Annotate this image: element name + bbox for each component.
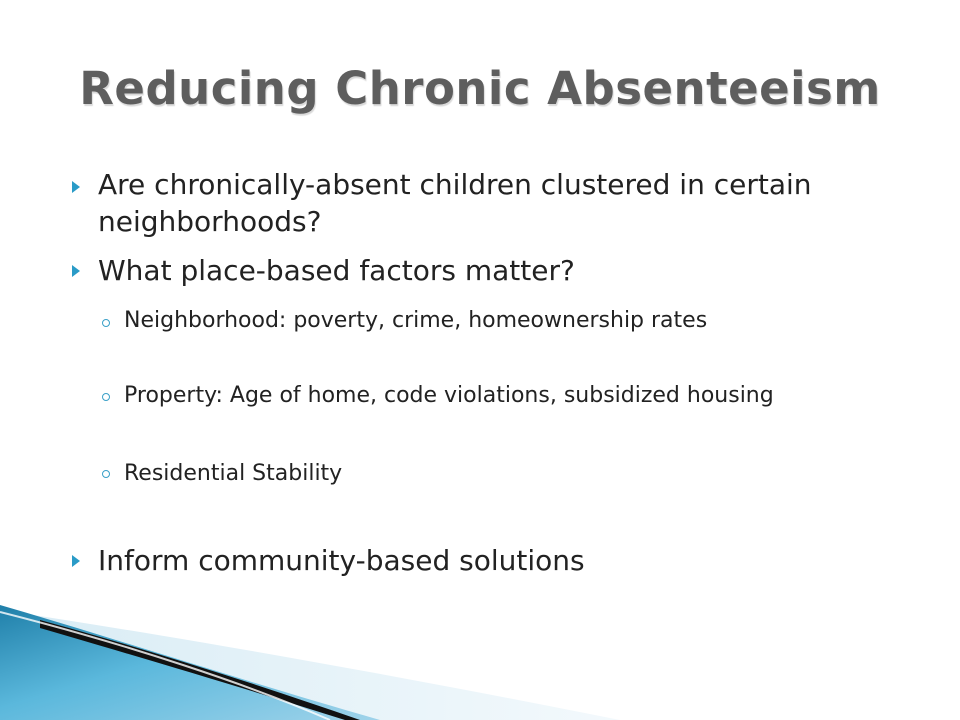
slide-title: Reducing Chronic Absenteeism (79, 62, 881, 115)
bullet-item: What place-based factors matter? (98, 254, 575, 287)
bullet-item: Inform community-based solutions (98, 544, 585, 577)
sub-bullet-item: Residential Stability (124, 461, 343, 486)
bullet-item: Are chronically-absent children clustered in certain neighborhoods? (98, 168, 812, 238)
sub-bullet-item: Neighborhood: poverty, crime, homeownership rates (124, 308, 708, 333)
sub-bullet-item: Property: Age of home, code violations, subsidized housing (124, 383, 774, 408)
